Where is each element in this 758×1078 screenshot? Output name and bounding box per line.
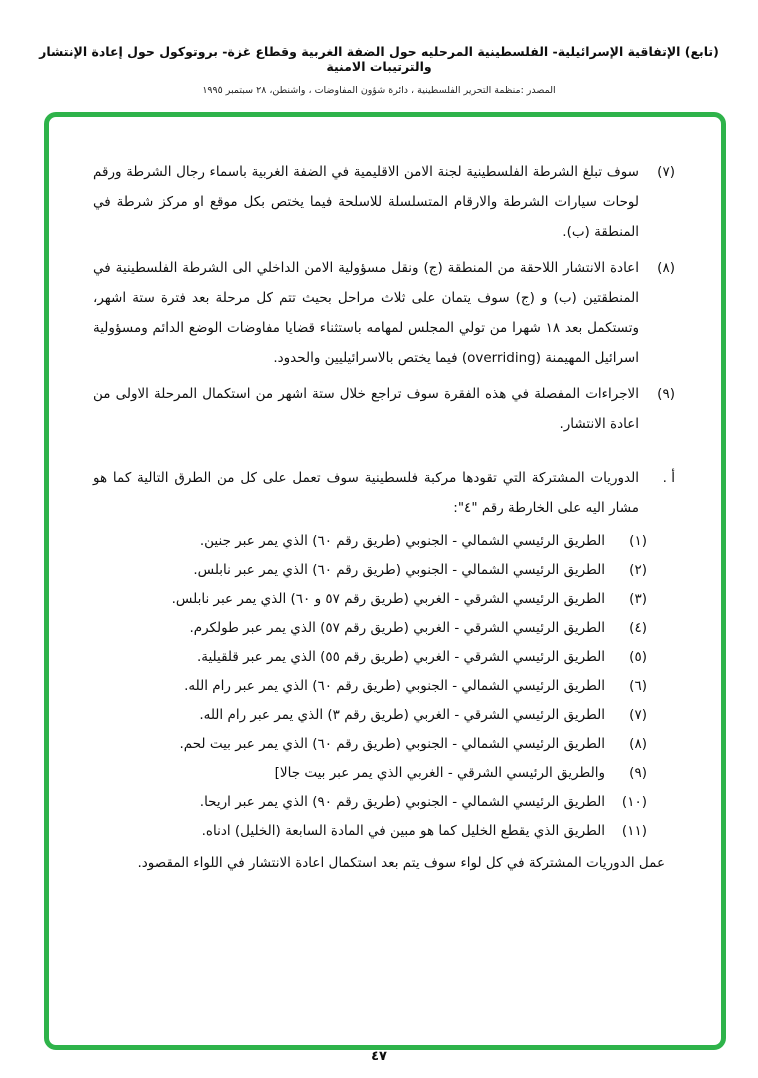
section-intro-text: الدوريات المشتركة التي تقودها مركبة فلسطينية سوف تعمل على كل من الطرق التالية كما هو مشار اليه على الخارطة رقم "٤": xyxy=(93,470,639,516)
road-item-7 xyxy=(93,701,647,730)
numbered-paragraph-8 xyxy=(93,253,675,373)
closing-statement: عمل الدوريات المشتركة في كل لواء سوف يتم بعد استكمال اعادة الانتشار في اللواء المقصود. xyxy=(137,855,665,871)
document-frame xyxy=(44,112,726,1050)
document-source-line: المصدر :منظمة التحرير الفلسطينية ، دائرة شؤون المفاوضات ، واشنطن، ٢٨ سبتمبر ١٩٩٥ xyxy=(202,85,556,96)
road-item-4 xyxy=(93,614,647,643)
road-text: الطريق الرئيسي الشمالي - الجنوبي (طريق رقم ٦٠) الذي يمر عبر نابلس. xyxy=(193,562,605,578)
road-item-6 xyxy=(93,672,647,701)
road-list xyxy=(93,527,675,846)
road-number: (٦) xyxy=(629,678,647,694)
page-number: ٤٧ xyxy=(371,1049,387,1064)
road-text: الطريق الذي يقطع الخليل كما هو مبين في المادة السابعة (الخليل) ادناه. xyxy=(201,823,605,839)
document-content xyxy=(49,117,721,878)
paragraph-number: (٧) xyxy=(657,164,675,180)
paragraph-number: (٨) xyxy=(657,260,675,276)
road-number: (٣) xyxy=(629,591,647,607)
paragraph-text: سوف تبلغ الشرطة الفلسطينية لجنة الامن الاقليمية في الضفة الغربية باسماء رجال الشرطة ورقم لوحات سيارات الشرطة والارقام المتسلسلة للاسلحة فيما يختص بكل موقع او مركز شرطة في المنطقة (ب). xyxy=(93,164,639,240)
road-text: والطريق الرئيسي الشرقي - الغربي الذي يمر عبر بيت جالا] xyxy=(274,765,605,781)
road-number: (١) xyxy=(629,533,647,549)
road-item-3 xyxy=(93,585,647,614)
road-text: الطريق الرئيسي الشرقي - الغربي (طريق رقم ٣) الذي يمر عبر رام الله. xyxy=(199,707,605,723)
paragraph-text: الاجراءات المفصلة في هذه الفقرة سوف تراجع خلال ستة اشهر من استكمال المرحلة الاولى من اعادة الانتشار. xyxy=(93,386,639,432)
paragraph-number: (٩) xyxy=(657,386,675,402)
road-item-2 xyxy=(93,556,647,585)
section-a-intro xyxy=(93,463,675,523)
road-number: (٥) xyxy=(629,649,647,665)
road-item-10 xyxy=(93,788,647,817)
road-text: الطريق الرئيسي الشمالي - الجنوبي (طريق رقم ٦٠) الذي يمر عبر رام الله. xyxy=(184,678,605,694)
road-number: (٢) xyxy=(629,562,647,578)
road-text: الطريق الرئيسي الشرقي - الغربي (طريق رقم ٥٧ و ٦٠) الذي يمر عبر نابلس. xyxy=(171,591,605,607)
numbered-paragraph-7 xyxy=(93,157,675,247)
section-marker: أ . xyxy=(662,470,675,486)
document-title: (تابع) الإتفاقية الإسرائيلية- الفلسطينية المرحليه حول الضفة الغربية وقطاع غزة- بروتوكول حول إعادة الإنتشار والترتيبات الامنية xyxy=(39,44,719,74)
road-number: (٨) xyxy=(629,736,647,752)
road-item-5 xyxy=(93,643,647,672)
road-number: (٧) xyxy=(629,707,647,723)
road-text: الطريق الرئيسي الشرقي - الغربي (طريق رقم ٥٥) الذي يمر عبر قلقيلية. xyxy=(196,649,605,665)
road-text: الطريق الرئيسي الشرقي - الغربي (طريق رقم ٥٧) الذي يمر عبر طولكرم. xyxy=(189,620,605,636)
road-number: (٩) xyxy=(629,765,647,781)
road-item-8 xyxy=(93,730,647,759)
road-number: (١٠) xyxy=(621,794,647,810)
road-item-9 xyxy=(93,759,647,788)
paragraph-text: اعادة الانتشار اللاحقة من المنطقة (ج) ونقل مسؤولية الامن الداخلي الى الشرطة الفلسطينية في المنطقتين (ب) و (ج) سوف يتمان على ثلاث مراحل بحيث تتم كل مرحلة بعد فترة ستة اشهر، وتستكمل بعد ١٨ شهرا من تولي المجلس لمهامه باستثناء قضايا مفاوضات الوضع الدائم ومسؤولية اسرائيل المهيمنة (overriding) فيما يختص بالاسرائيليين والحدود. xyxy=(93,260,639,366)
road-item-11 xyxy=(93,817,647,846)
numbered-paragraph-9 xyxy=(93,379,675,439)
road-text: الطريق الرئيسي الشمالي - الجنوبي (طريق رقم ٩٠) الذي يمر عبر اريحا. xyxy=(199,794,605,810)
road-text: الطريق الرئيسي الشمالي - الجنوبي (طريق رقم ٦٠) الذي يمر عبر جنين. xyxy=(199,533,605,549)
road-item-1 xyxy=(93,527,647,556)
road-number: (٤) xyxy=(629,620,647,636)
road-text: الطريق الرئيسي الشمالي - الجنوبي (طريق رقم ٦٠) الذي يمر عبر بيت لحم. xyxy=(179,736,605,752)
document-header xyxy=(0,0,758,96)
road-number: (١١) xyxy=(621,823,647,839)
